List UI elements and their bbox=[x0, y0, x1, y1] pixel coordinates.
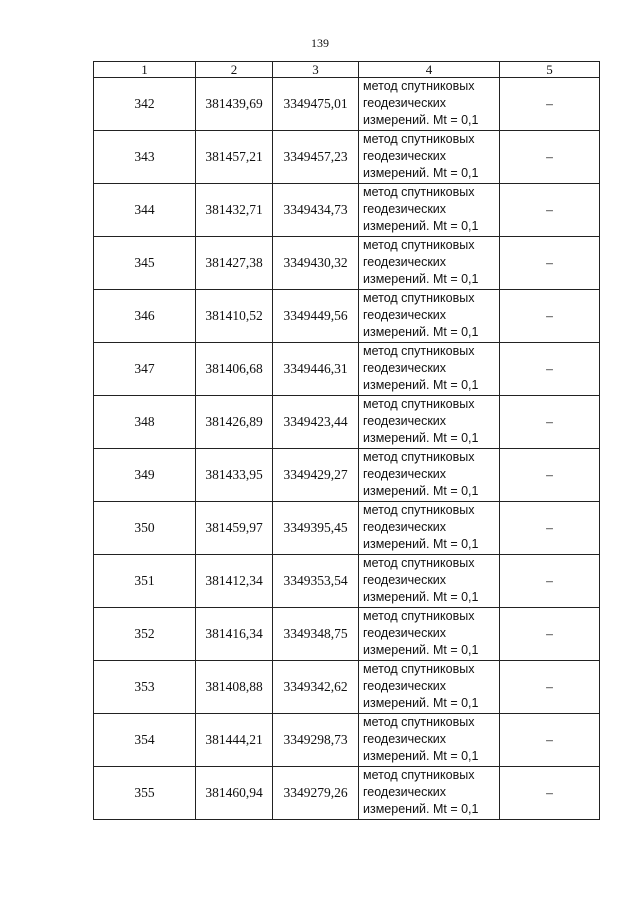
table-row bbox=[94, 714, 600, 767]
method-line-3: измерений. Mt = 0,1 bbox=[363, 749, 479, 763]
note-dash: – bbox=[500, 661, 600, 714]
method-description bbox=[359, 237, 500, 290]
coordinate-y: 3349430,32 bbox=[273, 237, 359, 290]
table-body bbox=[94, 78, 600, 820]
coordinate-x: 381410,52 bbox=[196, 290, 273, 343]
note-dash: – bbox=[500, 449, 600, 502]
table-row bbox=[94, 343, 600, 396]
method-line-1: метод спутниковых bbox=[363, 715, 475, 729]
point-number: 351 bbox=[94, 555, 196, 608]
coordinates-table bbox=[93, 61, 600, 820]
method-description bbox=[359, 131, 500, 184]
table-row bbox=[94, 78, 600, 131]
method-line-2: геодезических bbox=[363, 202, 447, 216]
method-line-2: геодезических bbox=[363, 414, 447, 428]
point-number: 344 bbox=[94, 184, 196, 237]
header-col-4: 4 bbox=[359, 62, 500, 78]
method-description bbox=[359, 184, 500, 237]
table-row bbox=[94, 396, 600, 449]
coordinate-y: 3349475,01 bbox=[273, 78, 359, 131]
coordinate-x: 381406,68 bbox=[196, 343, 273, 396]
method-line-1: метод спутниковых bbox=[363, 238, 475, 252]
coordinate-y: 3349429,27 bbox=[273, 449, 359, 502]
point-number: 347 bbox=[94, 343, 196, 396]
method-line-1: метод спутниковых bbox=[363, 185, 475, 199]
table-row bbox=[94, 449, 600, 502]
coordinate-x: 381444,21 bbox=[196, 714, 273, 767]
table-row bbox=[94, 290, 600, 343]
coordinate-x: 381457,21 bbox=[196, 131, 273, 184]
coordinate-x: 381426,89 bbox=[196, 396, 273, 449]
header-col-5: 5 bbox=[500, 62, 600, 78]
method-line-3: измерений. Mt = 0,1 bbox=[363, 537, 479, 551]
method-line-2: геодезических bbox=[363, 149, 447, 163]
method-line-1: метод спутниковых bbox=[363, 556, 475, 570]
method-description bbox=[359, 502, 500, 555]
note-dash: – bbox=[500, 78, 600, 131]
table-row bbox=[94, 502, 600, 555]
method-description bbox=[359, 661, 500, 714]
method-line-1: метод спутниковых bbox=[363, 79, 475, 93]
coordinate-x: 381416,34 bbox=[196, 608, 273, 661]
note-dash: – bbox=[500, 767, 600, 820]
method-line-3: измерений. Mt = 0,1 bbox=[363, 431, 479, 445]
point-number: 350 bbox=[94, 502, 196, 555]
coordinate-y: 3349434,73 bbox=[273, 184, 359, 237]
method-line-3: измерений. Mt = 0,1 bbox=[363, 219, 479, 233]
point-number: 343 bbox=[94, 131, 196, 184]
table-row bbox=[94, 767, 600, 820]
method-line-3: измерений. Mt = 0,1 bbox=[363, 643, 479, 657]
coordinate-x: 381459,97 bbox=[196, 502, 273, 555]
method-line-3: измерений. Mt = 0,1 bbox=[363, 802, 479, 816]
method-description bbox=[359, 449, 500, 502]
point-number: 346 bbox=[94, 290, 196, 343]
method-line-2: геодезических bbox=[363, 255, 447, 269]
method-line-2: геодезических bbox=[363, 520, 447, 534]
coordinate-y: 3349348,75 bbox=[273, 608, 359, 661]
coordinate-x: 381432,71 bbox=[196, 184, 273, 237]
method-line-3: измерений. Mt = 0,1 bbox=[363, 484, 479, 498]
coordinate-x: 381408,88 bbox=[196, 661, 273, 714]
note-dash: – bbox=[500, 396, 600, 449]
method-line-3: измерений. Mt = 0,1 bbox=[363, 378, 479, 392]
note-dash: – bbox=[500, 608, 600, 661]
header-col-3: 3 bbox=[273, 62, 359, 78]
method-line-2: геодезических bbox=[363, 308, 447, 322]
note-dash: – bbox=[500, 131, 600, 184]
method-description bbox=[359, 290, 500, 343]
point-number: 349 bbox=[94, 449, 196, 502]
coordinate-x: 381412,34 bbox=[196, 555, 273, 608]
coordinate-y: 3349423,44 bbox=[273, 396, 359, 449]
method-line-1: метод спутниковых bbox=[363, 609, 475, 623]
coordinate-y: 3349353,54 bbox=[273, 555, 359, 608]
method-description bbox=[359, 396, 500, 449]
note-dash: – bbox=[500, 237, 600, 290]
table-row bbox=[94, 555, 600, 608]
note-dash: – bbox=[500, 502, 600, 555]
method-description bbox=[359, 714, 500, 767]
method-line-2: геодезических bbox=[363, 732, 447, 746]
header-col-1: 1 bbox=[94, 62, 196, 78]
method-line-3: измерений. Mt = 0,1 bbox=[363, 590, 479, 604]
coordinate-y: 3349342,62 bbox=[273, 661, 359, 714]
header-col-2: 2 bbox=[196, 62, 273, 78]
note-dash: – bbox=[500, 343, 600, 396]
point-number: 348 bbox=[94, 396, 196, 449]
method-description bbox=[359, 78, 500, 131]
method-line-2: геодезических bbox=[363, 96, 447, 110]
coordinate-y: 3349279,26 bbox=[273, 767, 359, 820]
method-line-1: метод спутниковых bbox=[363, 503, 475, 517]
page-number: 139 bbox=[311, 36, 329, 50]
point-number: 353 bbox=[94, 661, 196, 714]
coordinate-y: 3349298,73 bbox=[273, 714, 359, 767]
method-line-2: геодезических bbox=[363, 626, 447, 640]
note-dash: – bbox=[500, 714, 600, 767]
point-number: 355 bbox=[94, 767, 196, 820]
table-row bbox=[94, 237, 600, 290]
table-header bbox=[94, 62, 600, 78]
table-row bbox=[94, 661, 600, 714]
coordinate-x: 381433,95 bbox=[196, 449, 273, 502]
note-dash: – bbox=[500, 555, 600, 608]
header-row bbox=[94, 62, 600, 78]
method-line-2: геодезических bbox=[363, 679, 447, 693]
method-line-3: измерений. Mt = 0,1 bbox=[363, 696, 479, 710]
coordinate-x: 381427,38 bbox=[196, 237, 273, 290]
coordinate-y: 3349395,45 bbox=[273, 502, 359, 555]
method-line-3: измерений. Mt = 0,1 bbox=[363, 272, 479, 286]
method-line-1: метод спутниковых bbox=[363, 397, 475, 411]
coordinate-y: 3349457,23 bbox=[273, 131, 359, 184]
method-line-2: геодезических bbox=[363, 573, 447, 587]
coordinate-x: 381460,94 bbox=[196, 767, 273, 820]
method-line-1: метод спутниковых bbox=[363, 450, 475, 464]
method-description bbox=[359, 767, 500, 820]
method-line-1: метод спутниковых bbox=[363, 344, 475, 358]
method-line-1: метод спутниковых bbox=[363, 662, 475, 676]
note-dash: – bbox=[500, 184, 600, 237]
point-number: 345 bbox=[94, 237, 196, 290]
note-dash: – bbox=[500, 290, 600, 343]
point-number: 352 bbox=[94, 608, 196, 661]
table-row bbox=[94, 184, 600, 237]
coordinate-y: 3349446,31 bbox=[273, 343, 359, 396]
method-line-1: метод спутниковых bbox=[363, 132, 475, 146]
method-line-1: метод спутниковых bbox=[363, 291, 475, 305]
coordinate-y: 3349449,56 bbox=[273, 290, 359, 343]
method-line-3: измерений. Mt = 0,1 bbox=[363, 113, 479, 127]
table-row bbox=[94, 608, 600, 661]
method-description bbox=[359, 343, 500, 396]
method-line-2: геодезических bbox=[363, 785, 447, 799]
method-line-3: измерений. Mt = 0,1 bbox=[363, 166, 479, 180]
coordinate-x: 381439,69 bbox=[196, 78, 273, 131]
method-line-3: измерений. Mt = 0,1 bbox=[363, 325, 479, 339]
table-row bbox=[94, 131, 600, 184]
point-number: 354 bbox=[94, 714, 196, 767]
method-description bbox=[359, 555, 500, 608]
point-number: 342 bbox=[94, 78, 196, 131]
method-line-2: геодезических bbox=[363, 467, 447, 481]
method-description bbox=[359, 608, 500, 661]
method-line-1: метод спутниковых bbox=[363, 768, 475, 782]
method-line-2: геодезических bbox=[363, 361, 447, 375]
